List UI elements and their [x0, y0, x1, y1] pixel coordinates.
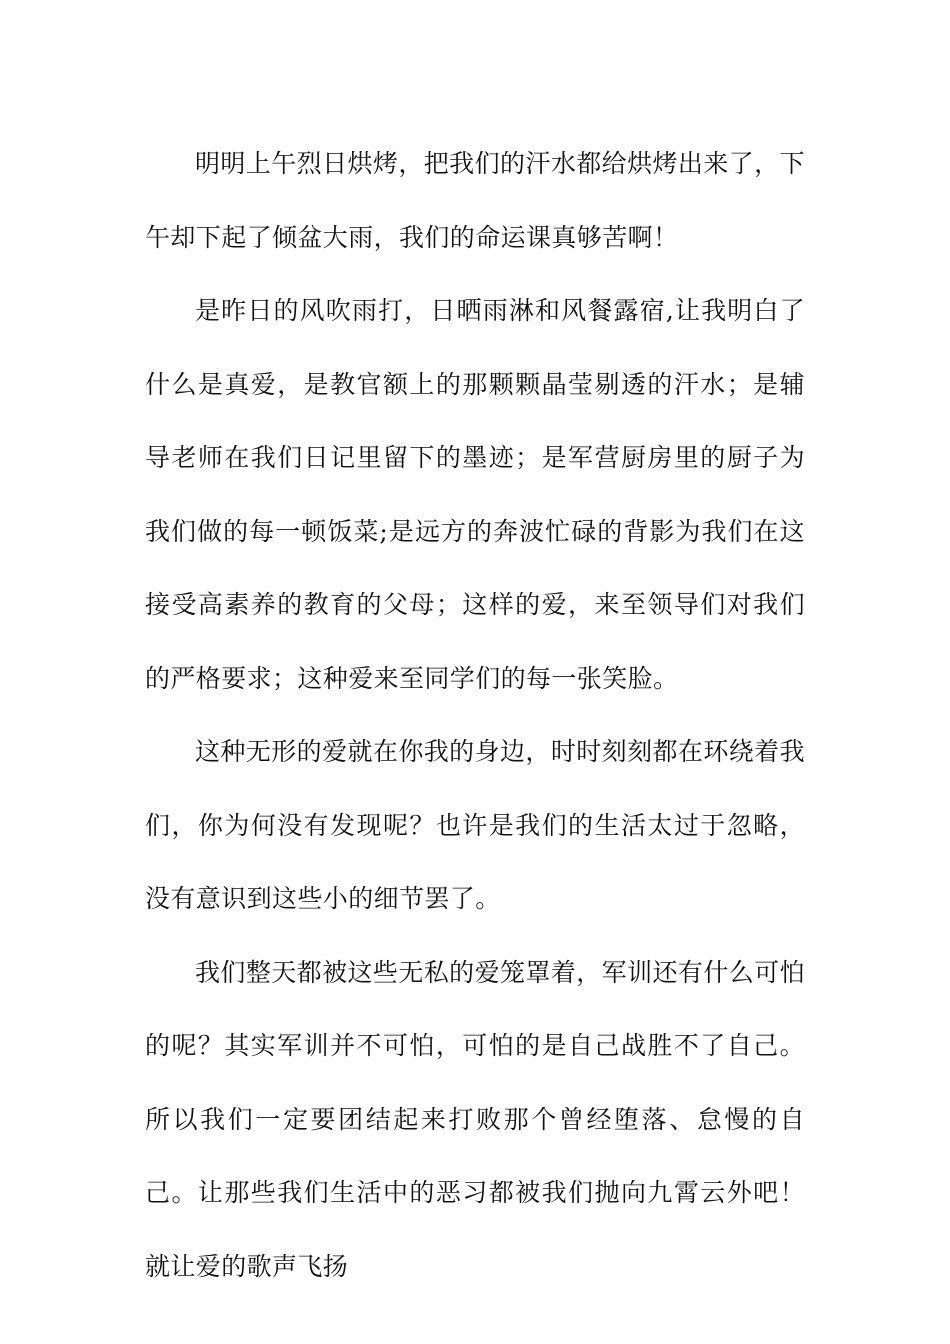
paragraph-4: 我们整天都被这些无私的爱笼罩着，军训还有什么可怕的呢？其实军训并不可怕，可怕的是自己战胜不了自己。所以我们一定要团结起来打败那个曾经堕落、怠慢的自己。让那些我们生活中的恶习都被我们抛向九霄云外吧！就让爱的歌声飞扬 — [145, 957, 805, 1281]
paragraph-2: 是昨日的风吹雨打，日晒雨淋和风餐露宿,让我明白了什么是真爱，是教官额上的那颗颗晶莹剔透的汗水；是辅导老师在我们日记里留下的墨迹；是军营厨房里的厨子为我们做的每一顿饭菜;是远方的奔波忙碌的背影为我们在这接受高素养的教育的父母；这样的爱，来至领导们对我们的严格要求；这种爱来至同学们的每一张笑脸。 — [145, 296, 805, 693]
paragraph-1: 明明上午烈日烘烤，把我们的汗水都给烘烤出来了，下午却下起了倾盆大雨，我们的命运课真够苦啊！ — [145, 149, 805, 252]
paragraph-3: 这种无形的爱就在你我的身边，时时刻刻都在环绕着我们，你为何没有发现呢？也许是我们的生活太过于忽略，没有意识到这些小的细节罢了。 — [145, 737, 805, 913]
document-body — [145, 127, 805, 1303]
